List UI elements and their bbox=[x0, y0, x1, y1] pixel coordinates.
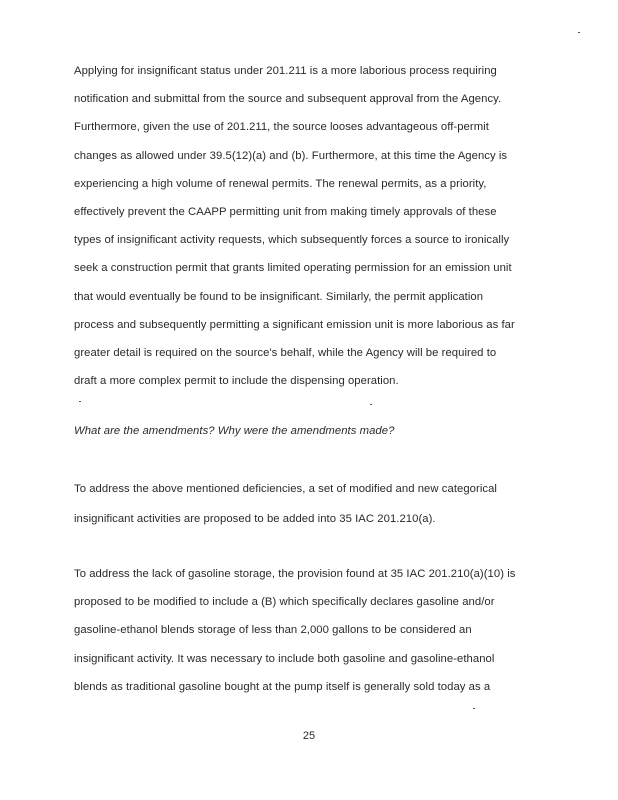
scan-speck bbox=[578, 32, 580, 33]
scan-speck bbox=[370, 404, 372, 405]
paragraph-line: process and subsequently permitting a significant emission unit is more laborious as far bbox=[74, 318, 515, 331]
paragraph-line: To address the above mentioned deficiencies, a set of modified and new categorical bbox=[74, 483, 497, 495]
paragraph-line: insignificant activities are proposed to be added into 35 IAC 201.210(a). bbox=[74, 513, 436, 525]
paragraph-line: Applying for insignificant status under 201.211 is a more laborious process requiring bbox=[74, 65, 497, 77]
paragraph-line: gasoline-ethanol blends storage of less than 2,000 gallons to be considered an bbox=[74, 624, 472, 637]
paragraph-line: To address the lack of gasoline storage, the provision found at 35 IAC 201.210(a)(10) is bbox=[74, 568, 516, 580]
paragraph-permit-process bbox=[74, 62, 554, 400]
paragraph-line: draft a more complex permit to include the dispensing operation. bbox=[74, 375, 399, 388]
paragraph-line: changes as allowed under 39.5(12)(a) and (b). Furthermore, at this time the Agency is bbox=[74, 149, 508, 162]
paragraph-line: insignificant activity. It was necessary to include both gasoline and gasoline-ethanol bbox=[74, 652, 495, 665]
paragraph-line: seek a construction permit that grants limited operating permission for an emission unit bbox=[74, 262, 512, 275]
paragraph-line: effectively prevent the CAAPP permitting unit from making timely approvals of these bbox=[74, 205, 497, 218]
paragraph-line: greater detail is required on the source's behalf, while the Agency will be required to bbox=[74, 346, 497, 359]
paragraph-line: experiencing a high volume of renewal permits. The renewal permits, as a priority, bbox=[74, 177, 487, 190]
section-heading: What are the amendments? Why were the amendments made? bbox=[74, 425, 395, 437]
paragraph-line: Furthermore, given the use of 201.211, the source looses advantageous off-permit bbox=[74, 121, 489, 134]
paragraph-gasoline-storage bbox=[74, 565, 554, 706]
scan-speck bbox=[473, 708, 475, 709]
paragraph-line: proposed to be modified to include a (B) which specifically declares gasoline and/or bbox=[74, 596, 495, 609]
paragraph-line: blends as traditional gasoline bought at the pump itself is generally sold today as a bbox=[74, 680, 491, 693]
paragraph-amendments bbox=[74, 480, 554, 540]
paragraph-line: types of insignificant activity requests, which subsequently forces a source to ironically bbox=[74, 234, 510, 247]
paragraph-line: notification and submittal from the source and subsequent approval from the Agency. bbox=[74, 93, 502, 106]
scan-speck bbox=[79, 401, 81, 402]
paragraph-line: that would eventually be found to be insignificant. Similarly, the permit application bbox=[74, 290, 484, 303]
page-number: 25 bbox=[302, 730, 316, 742]
